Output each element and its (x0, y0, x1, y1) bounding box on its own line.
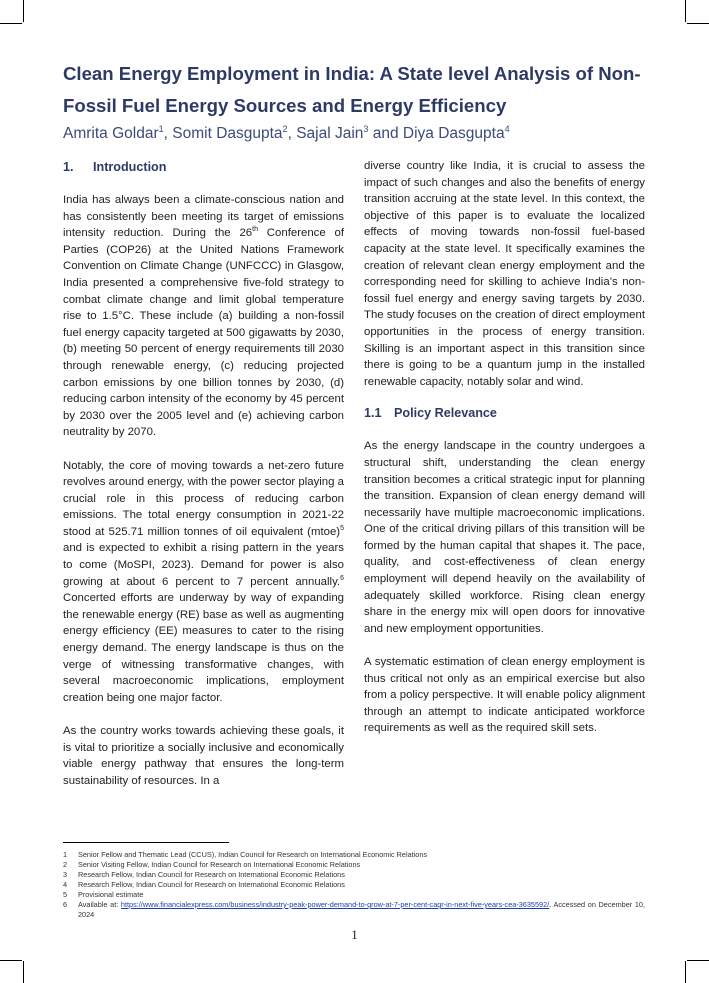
author-ref: 1 (158, 124, 164, 134)
footnote-ref: 5 (340, 525, 344, 533)
footnote (63, 860, 645, 870)
author-ref: 3 (363, 124, 369, 134)
section-heading-introduction (63, 158, 344, 176)
footnotes (63, 850, 645, 920)
crop-mark-bottom-left-h (0, 960, 22, 961)
text-run: Notably, the core of moving towards a net-zero future revolves around energy, with the power sector playing a crucial role in this process of reducing carbon emissions. The total energy consumption in 2021-22 stood at 525.71 million tonnes of oil equivalent (mtoe) (63, 459, 344, 538)
author-name: Somit Dasgupta (172, 125, 283, 143)
footnote-text (78, 900, 645, 920)
crop-mark-bottom-left-v (23, 961, 24, 983)
section-heading-policy-relevance (364, 404, 645, 422)
author-name: Amrita Goldar (63, 125, 159, 143)
left-column (63, 158, 344, 806)
footnote-number: 5 (63, 890, 68, 899)
text-run: India has always been a climate-conscious nation and has consistently been meeting its target of emissions intensity reduction. During the 26 (63, 194, 344, 240)
text-run: Available at: (78, 900, 121, 909)
crop-mark-bottom-right-h (687, 960, 709, 961)
footnote (63, 850, 645, 860)
footnote-ref: 6 (340, 574, 344, 582)
author-name: Diya Dasgupta (402, 125, 505, 143)
author-ref: 2 (282, 124, 288, 134)
page-number: 1 (351, 927, 358, 942)
footnote-text: Provisional estimate (78, 890, 144, 899)
crop-mark-bottom-right-v (685, 961, 686, 983)
footnote (63, 890, 645, 900)
footnote-text: Research Fellow, Indian Council for Research on International Economic Relations (78, 880, 345, 889)
author-list (63, 118, 663, 145)
footnote-number: 3 (63, 870, 68, 879)
author-ref: 4 (504, 124, 510, 134)
footnote-number: 2 (63, 860, 68, 869)
section-title: Introduction (93, 160, 167, 174)
policy-paragraph-2: A systematic estimation of clean energy employment is thus critical not only as an empirical exercise but also from a policy perspective. It will enable policy alignment through an attempt to indicate anticipated workforce requirements as well as the required skill sets. (364, 656, 645, 735)
paper-title: Clean Energy Employment in India: A State level Analysis of Non-Fossil Fuel Energy Sources and Energy Efficiency (63, 63, 641, 116)
superscript: th (252, 226, 258, 234)
section-number: 1.1 (364, 406, 382, 421)
text-run: Concerted efforts are underway by way of expanding the renewable energy (RE) base as well as augmenting energy efficiency (EE) measures to cater to the rising energy demand. The energy landscape is thus on the verge of witnessing transformative changes, with several macroeconomic implications, employment creation being one major factor. (63, 592, 344, 704)
footnote-number: 1 (63, 850, 68, 859)
crop-mark-top-right-v (685, 0, 686, 22)
section-title: Policy Relevance (394, 406, 497, 421)
footnote (63, 900, 645, 920)
footnote-text: Senior Visiting Fellow, Indian Council for Research on International Economic Relations (78, 860, 361, 869)
text-run: Conference of Parties (COP26) at the United Nations Framework Convention on Climate Change (UNFCCC) in Glasgow, India presented a comprehensive five-fold strategy to combat climate change and limit global temperature rise to 1.5°C. These include (a) building a non-fossil fuel energy capacity targeted at 500 gigawatts by 2030, (b) meeting 50 percent of energy requirements till 2030 through renewable energy, (c) reducing projected carbon emissions by one billion tonnes by 2030, (d) reducing carbon intensity of the economy by 45 percent by 2030 over the 2005 level and (e) achieving carbon neutrality by 2070. (63, 227, 345, 439)
intro-paragraph-3: As the country works towards achieving these goals, it is vital to prioritize a socially inclusive and economically viable energy pathway that ensures the long-term sustainability of resources. In a (63, 725, 344, 787)
text-run: . Accessed on December 10, 2024 (78, 900, 645, 919)
intro-paragraph-2 (63, 458, 344, 707)
crop-mark-top-right-h (687, 23, 709, 24)
text-run: and is expected to exhibit a rising pattern in the years to come (MoSPI, 2023). Demand for power is also growing at about 6 percent to 7 percent annually. (63, 542, 344, 588)
author-name: Sajal Jain (296, 125, 364, 143)
right-column (364, 158, 645, 754)
author-separator: , (163, 125, 173, 143)
intro-paragraph-1 (63, 192, 344, 441)
footnote-text: Research Fellow, Indian Council for Research on International Economic Relations (78, 870, 345, 879)
footnote-number: 4 (63, 880, 68, 889)
crop-mark-top-left-h (0, 23, 22, 24)
section-number: 1. (63, 160, 74, 174)
footnote-divider (63, 842, 229, 843)
crop-mark-top-left-v (23, 0, 24, 22)
footnote (63, 870, 645, 880)
footnote (63, 880, 645, 890)
footnote-number: 6 (63, 900, 68, 909)
author-separator: , (287, 125, 297, 143)
intro-paragraph-3-continued: diverse country like India, it is crucial to assess the impact of such changes and also the benefits of energy transition accruing at the state level. In this context, the objective of this paper is to evaluate the localized effects of moving towards non-fossil fuel-based capacity at the state level. It specifically examines the creation of relevant clean energy employment and the corresponding need for skilling to achieve India’s non-fossil fuel energy and energy saving targets by 2030. The study focuses on the creation of direct employment opportunities in the process of energy transition. Skilling is an important aspect in this transition since there is going to be a quantum jump in the installed renewable capacity, notably solar and wind. (364, 160, 645, 388)
footnote-text: Senior Fellow and Thematic Lead (CCUS), Indian Council for Research on International Economic Relations (78, 850, 428, 859)
footnote-source-link[interactable]: https://www.financialexpress.com/business/industry-peak-power-demand-to-grow-at-7-per-cent-cagr-in-next-five-years-cea-3635592/ (120, 900, 550, 909)
author-separator: and (368, 125, 403, 143)
policy-paragraph-1: As the energy landscape in the country undergoes a structural shift, understanding the clean energy transition becomes a critical strategic input for planning the transition. Expansion of clean energy demand will necessarily have multiple macroeconomic implications. One of the critical driving pillars of this transition will be formed by the human capital that shapes it. The pace, quality, and cost-effectiveness of clean energy employment will depend heavily on the availability of adequately skilled workforce. Rising clean energy share in the energy mix will open doors for innovative and new employment opportunities. (364, 440, 645, 635)
